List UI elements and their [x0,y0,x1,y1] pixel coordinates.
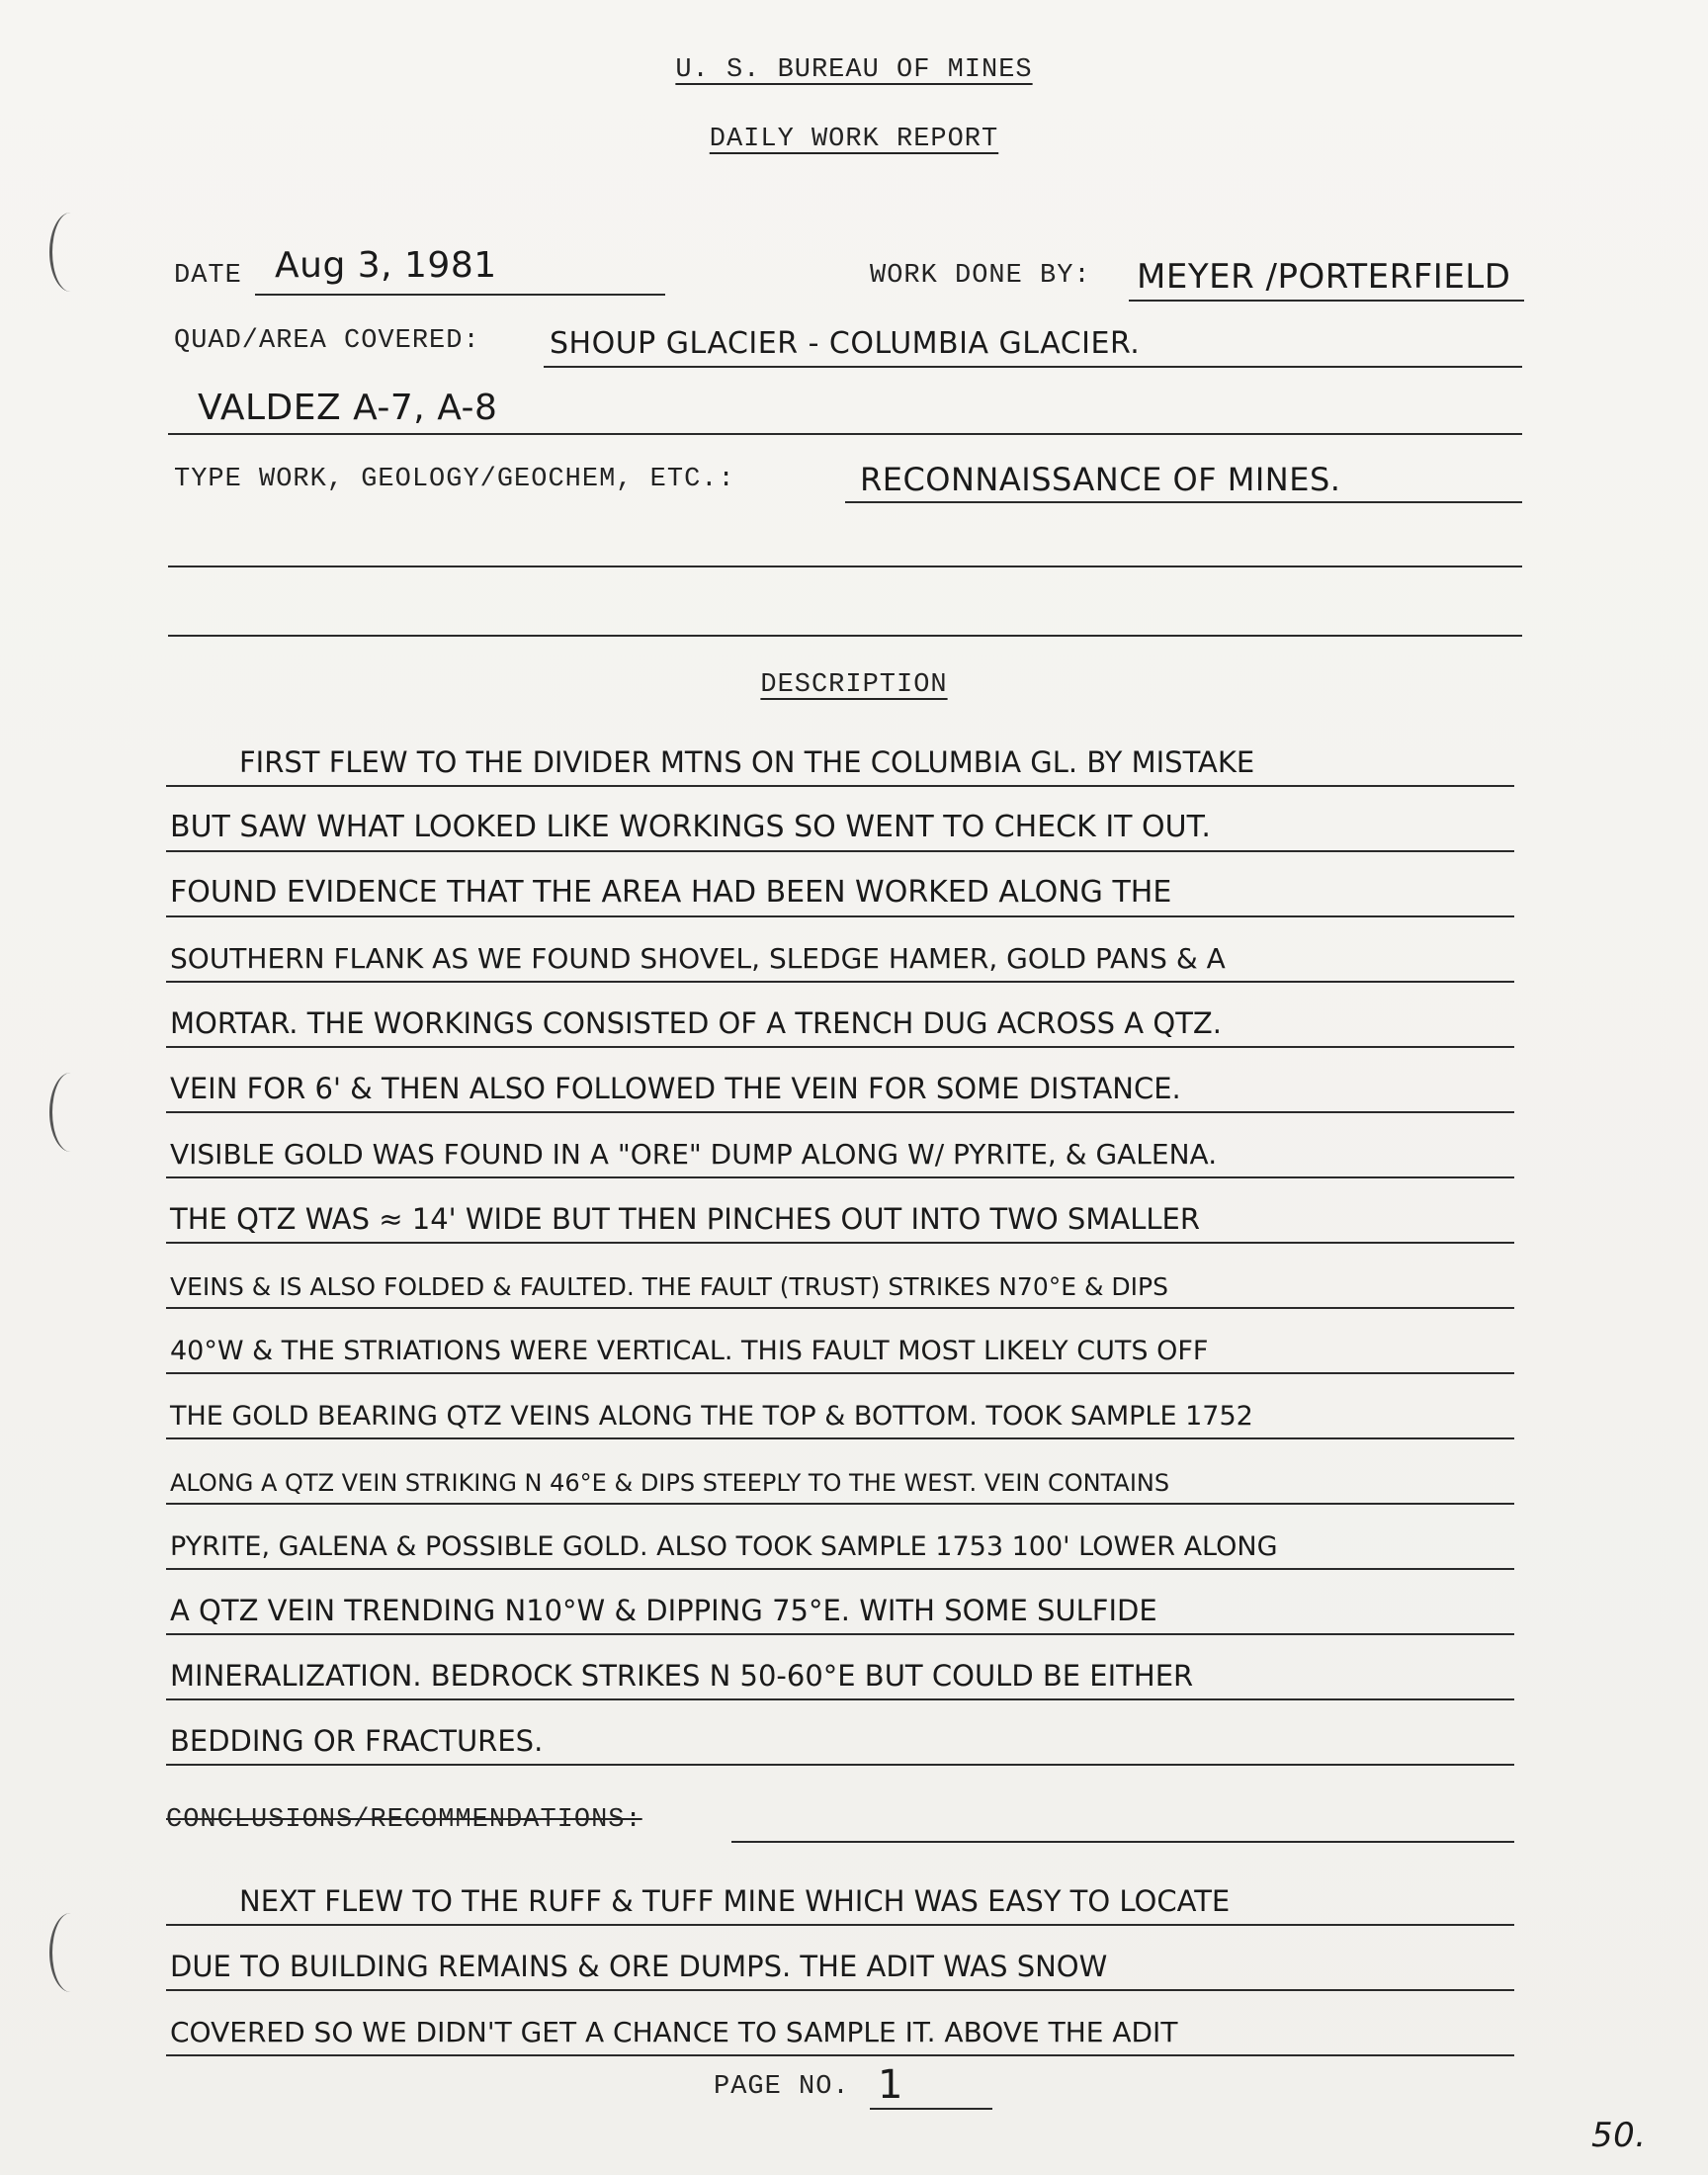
punch-hole-top [49,213,92,292]
conclusions-text: NEXT FLEW TO THE RUFF & TUFF MINE WHICH WAS EASY TO LOCATE [239,1884,1231,1918]
description-heading: DESCRIPTION [760,670,948,700]
description-text: THE QTZ WAS ≈ 14' WIDE BUT THEN PINCHES OUT INTO TWO SMALLER [170,1202,1200,1236]
punch-hole-bottom [49,1913,92,1992]
page-number-value: 1 [878,2062,903,2108]
type-work-label: TYPE WORK, GEOLOGY/GEOCHEM, ETC.: [174,465,735,494]
description-text: VEIN FOR 6' & THEN ALSO FOLLOWED THE VEIN FOR SOME DISTANCE. [170,1072,1181,1105]
description-text: BUT SAW WHAT LOOKED LIKE WORKINGS SO WENT TO CHECK IT OUT. [170,810,1211,844]
description-text: FIRST FLEW TO THE DIVIDER MTNS ON THE COLUMBIA GL. BY MISTAKE [239,745,1255,779]
work-done-by-label: WORK DONE BY: [870,261,1091,291]
conclusions-text: COVERED SO WE DIDN'T GET A CHANCE TO SAMPLE IT. ABOVE THE ADIT [170,2016,1178,2048]
description-text: VEINS & IS ALSO FOLDED & FAULTED. THE FAULT (TRUST) STRIKES N70°E & DIPS [170,1272,1168,1301]
corner-number: 50. [1591,2116,1647,2155]
quad-value: SHOUP GLACIER - COLUMBIA GLACIER. [550,326,1141,361]
conclusions-text: DUE TO BUILDING REMAINS & ORE DUMPS. THE ADIT WAS SNOW [170,1950,1108,1983]
description-text: SOUTHERN FLANK AS WE FOUND SHOVEL, SLEDGE HAMER, GOLD PANS & A [170,942,1226,975]
blank-line-1 [168,566,1522,567]
date-line [255,294,665,296]
description-line [166,1700,1514,1766]
description-line [166,1048,1514,1113]
conclusions-line-row [166,1926,1514,1991]
work-done-by-value: MEYER /PORTERFIELD [1137,257,1511,297]
description-line [166,1309,1514,1374]
description-text: 40°W & THE STRIATIONS WERE VERTICAL. THIS FAULT MOST LIKELY CUTS OFF [170,1336,1209,1366]
page-number-label: PAGE NO. [714,2072,850,2102]
description-line [166,1505,1514,1570]
description-line [166,1244,1514,1309]
quad-value-line-2: VALDEZ A-7, A-8 [198,388,498,428]
type-work-line [845,501,1522,503]
description-line [166,1178,1514,1244]
description-line [166,1113,1514,1178]
description-line [166,917,1514,983]
date-label: DATE [174,261,242,291]
conclusions-heading: CONCLUSIONS/RECOMMENDATIONS: [166,1805,642,1835]
description-line [166,787,1514,852]
conclusions-line-row [166,1861,1514,1926]
description-text: A QTZ VEIN TRENDING N10°W & DIPPING 75°E. WITH SOME SULFIDE [170,1594,1157,1627]
work-done-by-line [1129,300,1524,302]
description-line [166,852,1514,917]
description-line [166,722,1514,787]
description-text: ALONG A QTZ VEIN STRIKING N 46°E & DIPS STEEPLY TO THE WEST. VEIN CONTAINS [170,1469,1170,1497]
description-text: BEDDING OR FRACTURES. [170,1724,544,1758]
punch-hole-middle [49,1073,92,1152]
blank-line-2 [168,635,1522,637]
agency-title: U. S. BUREAU OF MINES [675,55,1033,85]
description-text: THE GOLD BEARING QTZ VEINS ALONG THE TOP & BOTTOM. TOOK SAMPLE 1752 [170,1401,1253,1432]
conclusions-line-row [166,1991,1514,2056]
quad-label: QUAD/AREA COVERED: [174,326,480,356]
description-line [166,1374,1514,1439]
page-number-line [870,2108,992,2110]
quad-line [544,366,1522,368]
date-value: Aug 3, 1981 [275,245,497,286]
conclusions-line [731,1841,1514,1843]
description-text: MINERALIZATION. BEDROCK STRIKES N 50-60°E BUT COULD BE EITHER [170,1659,1194,1693]
description-line [166,1570,1514,1635]
type-work-value: RECONNAISSANCE OF MINES. [860,461,1341,498]
description-line [166,1635,1514,1700]
form-title: DAILY WORK REPORT [709,125,999,154]
description-line [166,983,1514,1048]
description-text: MORTAR. THE WORKINGS CONSISTED OF A TRENCH DUG ACROSS A QTZ. [170,1006,1222,1040]
description-text: VISIBLE GOLD WAS FOUND IN A "ORE" DUMP ALONG W/ PYRITE, & GALENA. [170,1138,1218,1171]
quad-line-2 [168,433,1522,435]
description-text: PYRITE, GALENA & POSSIBLE GOLD. ALSO TOOK SAMPLE 1753 100' LOWER ALONG [170,1531,1278,1562]
description-text: FOUND EVIDENCE THAT THE AREA HAD BEEN WORKED ALONG THE [170,875,1172,910]
description-line [166,1439,1514,1505]
